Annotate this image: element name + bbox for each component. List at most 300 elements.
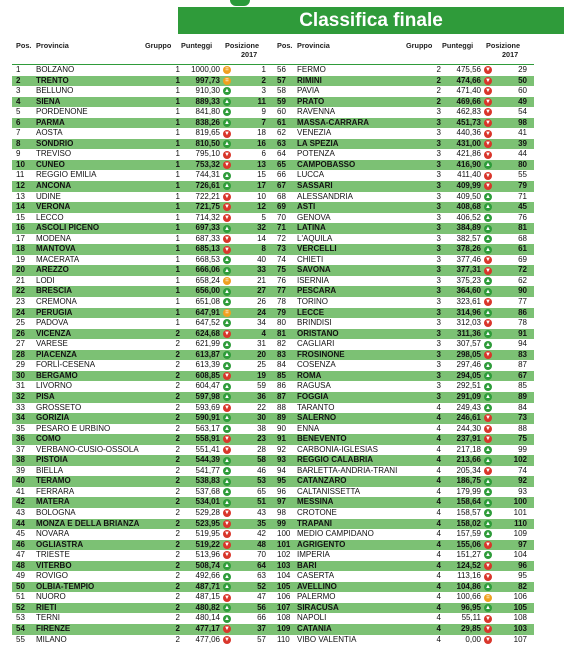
previous-position-cell: 19 xyxy=(257,370,266,380)
trend-cell xyxy=(484,286,494,296)
table-row xyxy=(12,276,273,287)
score-cell: 541,77 xyxy=(195,465,220,475)
table-row xyxy=(12,413,273,424)
trend-cell xyxy=(484,371,494,381)
previous-position-cell: 36 xyxy=(257,391,266,401)
position-cell: 55 xyxy=(16,634,25,644)
position-cell: 99 xyxy=(277,518,286,528)
logo-fragment xyxy=(230,0,250,6)
group-cell: 3 xyxy=(436,275,441,285)
trend-cell xyxy=(484,329,494,339)
position-cell: 2 xyxy=(16,75,21,85)
position-cell: 48 xyxy=(16,560,25,570)
province-cell: NAPOLI xyxy=(297,613,327,623)
trend-cell xyxy=(223,213,233,223)
province-cell: CROTONE xyxy=(297,507,337,517)
position-cell: 105 xyxy=(277,581,291,591)
position-cell: 58 xyxy=(277,86,286,96)
province-cell: FERMO xyxy=(297,65,326,74)
previous-position-cell: 48 xyxy=(257,539,266,549)
table-row xyxy=(273,318,534,329)
arrow-up-icon: ▲ xyxy=(224,415,230,422)
ranking-column-left xyxy=(12,36,273,645)
table-row xyxy=(12,381,273,392)
province-cell: CARBONIA-IGLESIAS xyxy=(297,444,378,454)
score-cell: 621,99 xyxy=(195,339,220,349)
province-cell: BARLETTA-ANDRIA-TRANI xyxy=(297,465,398,475)
score-cell: 158,64 xyxy=(456,497,481,507)
arrow-down-icon: ▼ xyxy=(485,109,491,116)
score-cell: 597,98 xyxy=(195,391,220,401)
province-cell: VERONA xyxy=(36,202,71,212)
province-cell: CATANIA xyxy=(297,623,332,633)
score-cell: 838,26 xyxy=(195,117,220,127)
previous-position-cell: 59 xyxy=(257,381,266,391)
table-body xyxy=(12,65,273,645)
score-cell: 157,59 xyxy=(456,529,481,539)
position-cell: 53 xyxy=(16,613,25,623)
position-cell: 88 xyxy=(277,402,286,412)
trend-cell xyxy=(484,339,494,349)
group-cell: 1 xyxy=(175,170,180,180)
group-cell: 2 xyxy=(175,592,180,602)
province-cell: RAVENNA xyxy=(297,107,336,117)
table-row xyxy=(273,65,534,76)
position-cell: 5 xyxy=(16,107,21,117)
previous-position-cell: 39 xyxy=(518,138,527,148)
score-cell: 291,09 xyxy=(456,391,481,401)
score-cell: 841,80 xyxy=(195,107,220,117)
table-row xyxy=(12,139,273,150)
score-cell: 55,11 xyxy=(461,613,481,623)
arrow-down-icon: ▼ xyxy=(485,626,491,633)
position-cell: 56 xyxy=(277,65,286,74)
trend-cell xyxy=(223,360,233,370)
province-cell: MACERATA xyxy=(36,254,80,264)
table-row xyxy=(12,97,273,108)
score-cell: 819,65 xyxy=(195,128,220,138)
table-row xyxy=(12,592,273,603)
position-cell: 40 xyxy=(16,476,25,486)
group-cell: 2 xyxy=(175,623,180,633)
position-cell: 35 xyxy=(16,423,25,433)
province-cell: REGGIO EMILIA xyxy=(36,170,97,180)
province-cell: TREVISO xyxy=(36,149,72,159)
trend-cell xyxy=(484,213,494,223)
previous-position-cell: 100 xyxy=(513,497,527,507)
score-cell: 408,68 xyxy=(456,202,481,212)
score-cell: 409,50 xyxy=(456,191,481,201)
province-cell: SASSARI xyxy=(297,181,333,191)
previous-position-cell: 5 xyxy=(261,212,266,222)
position-cell: 54 xyxy=(16,623,25,633)
score-cell: 421,86 xyxy=(456,149,481,159)
group-cell: 3 xyxy=(436,128,441,138)
table-row xyxy=(273,455,534,466)
group-cell: 2 xyxy=(175,602,180,612)
trend-cell xyxy=(484,192,494,202)
trend-cell xyxy=(223,497,233,507)
table-row xyxy=(12,128,273,139)
trend-cell xyxy=(484,603,494,613)
header-posizione: Posizione xyxy=(486,41,521,50)
arrow-up-icon: ▲ xyxy=(485,288,491,295)
arrow-down-icon: ▼ xyxy=(485,172,491,179)
previous-position-cell: 64 xyxy=(257,560,266,570)
trend-cell xyxy=(484,487,494,497)
province-cell: RIETI xyxy=(36,602,57,612)
score-cell: 213,66 xyxy=(456,455,481,465)
trend-cell xyxy=(484,86,494,96)
arrow-up-icon: ▲ xyxy=(224,299,230,306)
position-cell: 81 xyxy=(277,328,286,338)
position-cell: 61 xyxy=(277,117,286,127)
previous-position-cell: 32 xyxy=(257,223,266,233)
arrow-up-icon: ▲ xyxy=(224,605,230,612)
province-cell: BOLOGNA xyxy=(36,507,76,517)
position-cell: 67 xyxy=(277,181,286,191)
trend-cell xyxy=(223,350,233,360)
previous-position-cell: 61 xyxy=(518,244,527,254)
trend-cell xyxy=(223,540,233,550)
table-row xyxy=(12,624,273,635)
score-cell: 668,53 xyxy=(195,254,220,264)
arrow-up-icon: ▲ xyxy=(224,352,230,359)
group-cell: 2 xyxy=(436,75,441,85)
group-cell: 2 xyxy=(175,613,180,623)
position-cell: 37 xyxy=(16,444,25,454)
table-row xyxy=(273,582,534,593)
previous-position-cell: 30 xyxy=(257,413,266,423)
score-cell: 656,00 xyxy=(195,286,220,296)
group-cell: 3 xyxy=(436,117,441,127)
group-cell: 1 xyxy=(175,159,180,169)
previous-position-cell: 4 xyxy=(261,328,266,338)
position-cell: 51 xyxy=(16,592,25,602)
trend-cell xyxy=(484,540,494,550)
trend-cell xyxy=(484,466,494,476)
score-cell: 795,10 xyxy=(195,149,220,159)
table-row xyxy=(12,118,273,129)
score-cell: 462,83 xyxy=(456,107,481,117)
table-row xyxy=(273,445,534,456)
province-cell: MESSINA xyxy=(297,497,334,507)
table-row xyxy=(273,339,534,350)
arrow-up-icon: ▲ xyxy=(485,278,491,285)
table-row xyxy=(273,592,534,603)
table-row xyxy=(12,308,273,319)
group-cell: 3 xyxy=(436,339,441,349)
group-cell: 4 xyxy=(436,602,441,612)
header-provincia: Provincia xyxy=(36,41,69,50)
score-cell: 124,52 xyxy=(456,560,481,570)
position-cell: 98 xyxy=(277,507,286,517)
arrow-down-icon: ▼ xyxy=(485,541,491,548)
province-cell: ANCONA xyxy=(36,181,72,191)
arrow-up-icon: ▲ xyxy=(485,478,491,485)
arrow-up-icon: ▲ xyxy=(485,362,491,369)
position-cell: 22 xyxy=(16,286,25,296)
table-row xyxy=(273,149,534,160)
score-cell: 529,28 xyxy=(195,507,220,517)
score-cell: 487,15 xyxy=(195,592,220,602)
province-cell: FIRENZE xyxy=(36,623,71,633)
position-cell: 43 xyxy=(16,507,25,517)
previous-position-cell: 57 xyxy=(257,634,266,644)
table-row xyxy=(12,255,273,266)
table-row xyxy=(273,223,534,234)
position-cell: 15 xyxy=(16,212,25,222)
trend-cell xyxy=(223,192,233,202)
group-cell: 2 xyxy=(175,434,180,444)
previous-position-cell: 54 xyxy=(518,107,527,117)
position-cell: 1 xyxy=(16,65,21,74)
group-cell: 3 xyxy=(436,318,441,328)
arrow-up-icon: ▲ xyxy=(485,193,491,200)
province-cell: IMPERIA xyxy=(297,550,330,560)
arrow-up-icon: ▲ xyxy=(485,520,491,527)
score-cell: 469,66 xyxy=(456,96,481,106)
previous-position-cell: 20 xyxy=(257,349,266,359)
previous-position-cell: 62 xyxy=(518,275,527,285)
position-cell: 14 xyxy=(16,202,25,212)
table-row xyxy=(273,286,534,297)
trend-cell xyxy=(484,624,494,634)
score-cell: 613,87 xyxy=(195,349,220,359)
table-row xyxy=(12,160,273,171)
score-cell: 246,61 xyxy=(456,413,481,423)
arrow-down-icon: ▼ xyxy=(485,183,491,190)
score-cell: 593,69 xyxy=(195,402,220,412)
group-cell: 4 xyxy=(436,581,441,591)
header-punteggi: Punteggi xyxy=(442,41,474,50)
group-cell: 3 xyxy=(436,233,441,243)
group-cell: 3 xyxy=(436,202,441,212)
province-cell: ROMA xyxy=(297,370,322,380)
arrow-up-icon: ▲ xyxy=(485,162,491,169)
table-row xyxy=(12,434,273,445)
score-cell: 237,91 xyxy=(456,434,481,444)
group-cell: 2 xyxy=(175,507,180,517)
table-row xyxy=(273,624,534,635)
score-cell: 477,06 xyxy=(195,634,220,644)
province-cell: VERCELLI xyxy=(297,244,337,254)
province-cell: SIRACUSA xyxy=(297,602,339,612)
previous-position-cell: 75 xyxy=(518,434,527,444)
arrow-down-icon: ▼ xyxy=(485,636,491,643)
score-cell: 471,40 xyxy=(456,86,481,96)
score-cell: 721,75 xyxy=(195,202,220,212)
position-cell: 82 xyxy=(277,339,286,349)
arrow-down-icon: ▼ xyxy=(224,531,230,538)
score-cell: 298,05 xyxy=(456,349,481,359)
province-cell: PESCARA xyxy=(297,286,337,296)
position-cell: 70 xyxy=(277,212,286,222)
group-cell: 3 xyxy=(436,370,441,380)
previous-position-cell: 22 xyxy=(257,402,266,412)
position-cell: 66 xyxy=(277,170,286,180)
position-cell: 93 xyxy=(277,455,286,465)
previous-position-cell: 72 xyxy=(518,265,527,275)
table-row xyxy=(273,424,534,435)
table-row xyxy=(273,476,534,487)
group-cell: 2 xyxy=(175,413,180,423)
position-cell: 8 xyxy=(16,138,21,148)
trend-cell xyxy=(223,424,233,434)
group-cell: 2 xyxy=(175,349,180,359)
score-cell: 1000,00 xyxy=(191,65,220,74)
score-cell: 100,66 xyxy=(456,592,481,602)
arrow-down-icon: ▼ xyxy=(485,415,491,422)
group-cell: 2 xyxy=(175,571,180,581)
score-cell: 604,47 xyxy=(195,381,220,391)
province-cell: PORDENONE xyxy=(36,107,88,117)
previous-position-cell: 1 xyxy=(261,65,266,74)
previous-position-cell: 51 xyxy=(257,497,266,507)
table-row xyxy=(12,107,273,118)
table-row xyxy=(273,255,534,266)
arrow-up-icon: ▲ xyxy=(224,362,230,369)
arrow-down-icon: ▼ xyxy=(224,204,230,211)
position-cell: 45 xyxy=(16,529,25,539)
province-cell: PESARO E URBINO xyxy=(36,423,111,433)
score-cell: 155,06 xyxy=(456,539,481,549)
province-cell: OLBIA-TEMPIO xyxy=(36,581,95,591)
trend-cell xyxy=(223,339,233,349)
arrow-down-icon: ▼ xyxy=(485,141,491,148)
position-cell: 62 xyxy=(277,128,286,138)
province-cell: RAGUSA xyxy=(297,381,331,391)
table-row xyxy=(12,234,273,245)
position-cell: 97 xyxy=(277,497,286,507)
province-cell: LECCE xyxy=(297,307,325,317)
position-cell: 57 xyxy=(277,75,286,85)
arrow-down-icon: ▼ xyxy=(485,88,491,95)
previous-position-cell: 93 xyxy=(518,486,527,496)
table-row xyxy=(12,476,273,487)
arrow-up-icon: ▲ xyxy=(224,225,230,232)
header-punteggi: Punteggi xyxy=(181,41,213,50)
previous-position-cell: 94 xyxy=(518,339,527,349)
position-cell: 19 xyxy=(16,254,25,264)
group-cell: 4 xyxy=(436,402,441,412)
trend-cell xyxy=(484,508,494,518)
previous-position-cell: 66 xyxy=(257,613,266,623)
group-cell: 4 xyxy=(436,434,441,444)
arrow-down-icon: ▼ xyxy=(485,468,491,475)
previous-position-cell: 2 xyxy=(261,75,266,85)
score-cell: 537,68 xyxy=(195,486,220,496)
trend-cell xyxy=(223,592,233,602)
previous-position-cell: 42 xyxy=(257,529,266,539)
score-cell: 217,18 xyxy=(456,444,481,454)
position-cell: 59 xyxy=(277,96,286,106)
group-cell: 2 xyxy=(436,96,441,106)
arrow-up-icon: ▲ xyxy=(485,457,491,464)
arrow-up-icon: ▲ xyxy=(224,573,230,580)
arrow-up-icon: ▲ xyxy=(485,404,491,411)
group-cell: 4 xyxy=(436,465,441,475)
province-cell: LA SPEZIA xyxy=(297,138,339,148)
group-cell: 2 xyxy=(175,539,180,549)
previous-position-cell: 35 xyxy=(257,518,266,528)
position-cell: 63 xyxy=(277,138,286,148)
previous-position-cell: 37 xyxy=(257,623,266,633)
group-cell: 4 xyxy=(436,476,441,486)
trend-cell xyxy=(223,550,233,560)
previous-position-cell: 13 xyxy=(257,159,266,169)
position-cell: 108 xyxy=(277,613,291,623)
province-cell: FORLÌ-CESENA xyxy=(36,360,96,370)
table-row xyxy=(273,508,534,519)
arrow-up-icon: ▲ xyxy=(485,236,491,243)
score-cell: 726,61 xyxy=(195,181,220,191)
score-cell: 475,56 xyxy=(456,65,481,74)
trend-cell xyxy=(484,476,494,486)
table-row xyxy=(273,297,534,308)
position-cell: 91 xyxy=(277,434,286,444)
trend-cell xyxy=(484,635,494,645)
group-cell: 2 xyxy=(175,476,180,486)
group-cell: 3 xyxy=(436,349,441,359)
arrow-down-icon: ▼ xyxy=(485,299,491,306)
header-pos: Pos. xyxy=(277,41,293,50)
arrow-up-icon: ▲ xyxy=(224,457,230,464)
table-row xyxy=(273,561,534,572)
score-cell: 307,57 xyxy=(456,339,481,349)
position-cell: 75 xyxy=(277,265,286,275)
score-cell: 477,17 xyxy=(195,623,220,633)
score-cell: 513,96 xyxy=(195,550,220,560)
header-pos: Pos. xyxy=(16,41,32,50)
previous-position-cell: 44 xyxy=(518,149,527,159)
group-cell: 1 xyxy=(175,86,180,96)
province-cell: LUCCA xyxy=(297,170,325,180)
position-cell: 86 xyxy=(277,381,286,391)
trend-cell xyxy=(223,160,233,170)
trend-cell xyxy=(484,97,494,107)
trend-cell xyxy=(484,592,494,602)
arrow-up-icon: ▲ xyxy=(485,341,491,348)
arrow-up-icon: ▲ xyxy=(224,584,230,591)
header-year: 2017 xyxy=(502,50,519,59)
trend-cell xyxy=(484,244,494,254)
trend-cell xyxy=(223,149,233,159)
previous-position-cell: 23 xyxy=(257,434,266,444)
arrow-up-icon: ▲ xyxy=(224,183,230,190)
trend-cell xyxy=(484,181,494,191)
arrow-up-icon: ▲ xyxy=(224,425,230,432)
province-cell: CASERTA xyxy=(297,571,335,581)
arrow-up-icon: ▲ xyxy=(224,288,230,295)
group-cell: 2 xyxy=(175,370,180,380)
position-cell: 11 xyxy=(16,170,25,180)
trend-cell xyxy=(484,234,494,244)
group-cell: 2 xyxy=(175,581,180,591)
province-cell: MONZA E DELLA BRIANZA xyxy=(36,518,140,528)
group-cell: 1 xyxy=(175,286,180,296)
group-cell: 2 xyxy=(175,550,180,560)
position-cell: 18 xyxy=(16,244,25,254)
arrow-down-icon: ▼ xyxy=(224,626,230,633)
table-row xyxy=(273,181,534,192)
position-cell: 95 xyxy=(277,476,286,486)
position-cell: 76 xyxy=(277,275,286,285)
arrow-down-icon: ▼ xyxy=(224,636,230,643)
table-row xyxy=(273,202,534,213)
arrow-up-icon: ▲ xyxy=(224,120,230,127)
arrow-down-icon: ▼ xyxy=(224,151,230,158)
